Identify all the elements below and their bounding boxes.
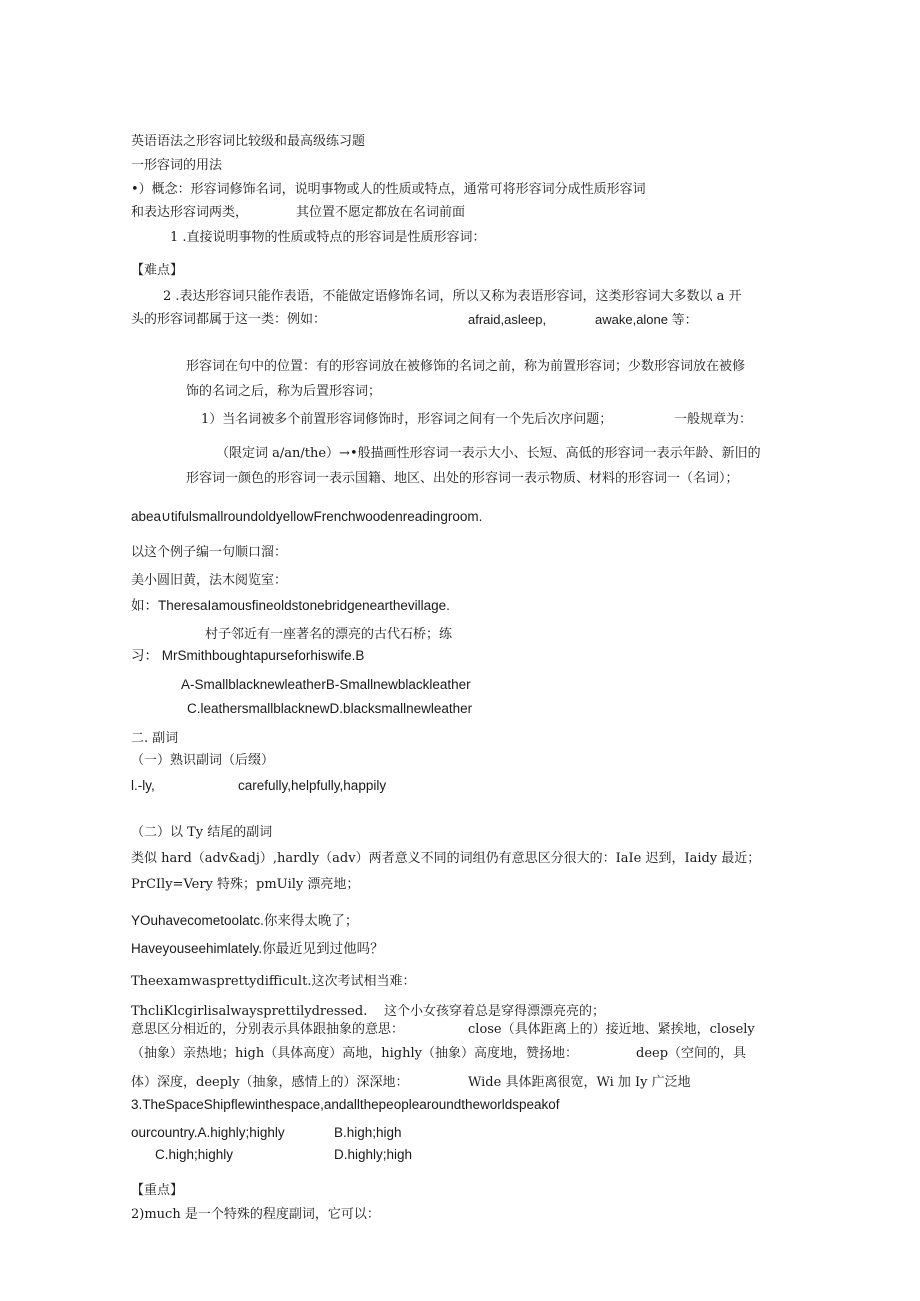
order-line-1: （限定词 a/an/the）→•般描画性形容词一表示大小、长短、高低的形容词一表示年龄、新旧的: [216, 446, 761, 461]
meaning-line-2-part-b: deep（空间的，具: [636, 1046, 747, 1061]
meaning-line-3-part-b: Wide 具体距离很宽，Wi 加 Iy 广泛地: [468, 1075, 691, 1090]
question-3-option-b: B.high;high: [334, 1125, 402, 1140]
meaning-line-3-part-a: 体）深度，deeply（抽象，感情上的）深深地：: [131, 1075, 409, 1090]
example-sentence: abea∪tifulsmallroundoldyellowFrenchwoodenreadingroom.: [131, 509, 483, 524]
meaning-line-1-part-a: 意思区分相近的，分别表示具体跟抽象的意思：: [131, 1022, 405, 1037]
concept-line-2-part-b: 其位置不愿定都放在名词前面: [296, 205, 466, 220]
point-1: 1 .直接说明事物的性质或特点的形容词是性质形容词：: [170, 230, 486, 245]
question-3-line-2: [131, 1124, 551, 1142]
section-heading-adverbs: 二. 副词: [131, 731, 179, 746]
meaning-line-3: [131, 1074, 791, 1092]
rhyme-intro: 以这个例子编一句顺口溜：: [131, 545, 288, 560]
girl-sentence: [131, 1003, 751, 1021]
rule-1-part-a: 1）当名词被多个前置形容词修饰时，形容词之间有一个先后次序问题；: [201, 412, 613, 427]
meaning-line-1-part-b: close（具体距离上的）接近地、紧挨地，closely: [468, 1022, 755, 1037]
question-3-option-c: C.high;highly: [155, 1147, 234, 1162]
example-2-translation: 村子邻近有一座著名的漂亮的古代石桥；练: [205, 627, 453, 642]
rhyme: 美小圆旧黄，法木阅览室：: [131, 573, 288, 588]
example-2: 如：TheresaIamousfineoldstonebridgenearthevillage.: [131, 598, 450, 613]
point-2-examples-b: awake,alone 等：: [595, 312, 698, 327]
question-3-line-1: 3.TheSpaceShipflewinthespace,andallthepeoplearoundtheworldspeakof: [131, 1097, 560, 1112]
similar-words-line: 类似 hard（adv&adj）,hardly（adv）两者意义不同的词组仍有意思区分很大的：IaIe 迟到，Iaidy 最近；: [131, 851, 761, 866]
point-2-line-2-part-a: 头的形容词都属于这一类：例如：: [131, 312, 327, 327]
question-3-option-d: D.highly;high: [334, 1147, 413, 1162]
difficulty-tag: 【难点】: [131, 263, 184, 278]
subsection-1-heading: （一）熟识副词（后缀）: [131, 753, 275, 768]
exercise-question: 习： MrSmithboughtapurseforhiswife.B: [131, 648, 365, 663]
ly-suffix-examples: carefully,helpfully,happily: [238, 778, 387, 793]
point-2-line-1: 2 .表达形容词只能作表语，不能做定语修饰名词，所以又称为表语形容词，这类形容词大多数以 a 开: [163, 289, 742, 304]
concept-line-1: •）概念：形容词修饰名词，说明事物或人的性质或特点，通常可将形容词分成性质形容词: [131, 182, 646, 197]
rule-1: [201, 411, 761, 429]
exam-sentence: Theexamwasprettydifficult.这次考试相当难：: [131, 974, 416, 989]
girl-sentence-english: ThcliKlcgirlisalwaysprettilydressed.: [131, 1004, 368, 1019]
exercise-options-row-2: C.leathersmallblacknewD.blacksmallnewleather: [187, 701, 473, 716]
exercise-options-row-1: A-SmallblacknewleatherB-Smallnewblackleather: [181, 677, 471, 692]
order-line-2: 形容词一颜色的形容词一表示国籍、地区、出处的形容词一表示物质、材料的形容词一（名词）；: [186, 471, 739, 486]
key-point-tag: 【重点】: [131, 1183, 184, 1198]
position-line-2: 饰的名词之后，称为后置形容词；: [186, 384, 382, 399]
lately-sentence: Haveyouseehimlately.你最近见到过他吗？: [131, 941, 384, 956]
meaning-line-2-part-a: （抽象）亲热地；high（具体高度）高地，highly（抽象）高度地，赞扬地：: [131, 1046, 578, 1061]
subsection-2-heading: （二）以 Ty 结尾的副词: [131, 825, 273, 840]
girl-sentence-chinese: 这个小女孩穿着总是穿得漂漂亮亮的；: [384, 1004, 606, 1019]
meaning-line-1: [131, 1021, 791, 1039]
point-2-line-2: [131, 311, 771, 329]
ly-suffix-label: l.-ly,: [131, 778, 155, 793]
rule-1-part-b: 一般规章为：: [674, 412, 753, 427]
ly-suffix-line: [131, 777, 531, 795]
concept-line-2: [131, 204, 731, 222]
late-sentence: YOuhavecometoolatc.你来得太晚了；: [131, 913, 359, 928]
meaning-line-2: [131, 1045, 791, 1063]
section-heading-adjectives: 一形容词的用法: [131, 158, 223, 173]
point-2-examples-a: afraid,asleep,: [468, 312, 547, 327]
concept-line-2-part-a: 和表达形容词两类，: [131, 205, 249, 220]
question-3-line-3: [155, 1146, 555, 1164]
question-3-option-a: ourcountry.A.highly;highly: [131, 1125, 285, 1140]
document-title: 英语语法之形容词比较级和最高级练习题: [131, 134, 366, 149]
much-line: 2)much 是一个特殊的程度副词，它可以：: [131, 1207, 380, 1222]
pretty-line: PrCIly=Very 特殊；pmUily 漂亮地；: [131, 877, 360, 892]
position-line-1: 形容词在句中的位置：有的形容词放在被修饰的名词之前，称为前置形容词；少数形容词放在被修: [186, 359, 746, 374]
